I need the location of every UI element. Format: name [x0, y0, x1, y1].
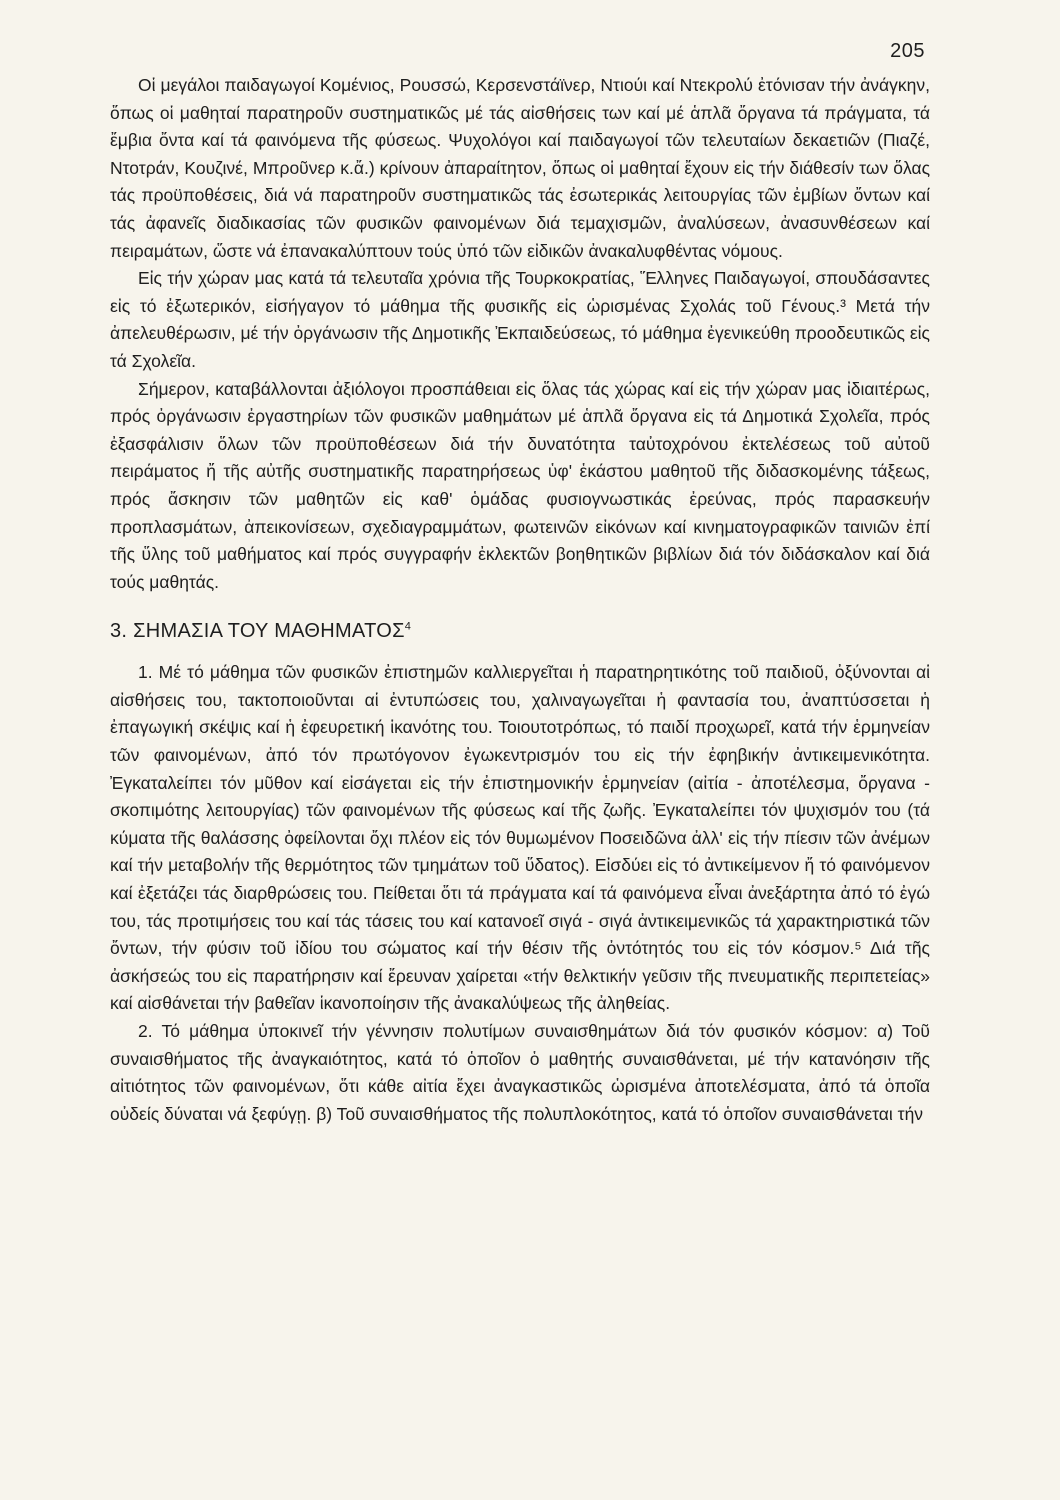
page-number: 205: [890, 40, 925, 62]
heading-footnote-marker: 4: [404, 620, 412, 633]
paragraph-1: Οἱ μεγάλοι παιδαγωγοί Κομένιος, Ρουσσώ, Κερσενστάϊνερ, Ντιούι καί Ντεκρολύ ἐτόνισαν τήν ἀνάγκην, ὅπως οἱ μαθηταί παρατηροῦν συστηματικῶς μέ τάς αἰσθήσεις των καί μέ ἁπλᾶ ὄργανα τά πράγματα, τά ἔμβια ὄντα καί τά φαινόμενα τῆς φύσεως. Ψυχολόγοι καί παιδαγωγοί τῶν τελευταίων δεκαετιῶν (Πιαζέ, Ντοτράν, Κουζινέ, Μπροῦνερ κ.ἄ.) κρίνουν ἀπαραίτητον, ὅπως οἱ μαθηταί ἔχουν εἰς τήν διάθεσίν των ὅλας τάς προϋποθέσεις, διά νά παρατηροῦν συστηματικῶς τάς ἐσωτερικάς λειτουργίας τῶν ἐμβίων ὄντων καί τάς ἀφανεῖς διαδικασίας τῶν φυσικῶν φαινομένων διά τεμαχισμῶν, ἀναλύσεων, ἀνασυνθέσεων καί πειραμάτων, ὥστε νά ἐπανακαλύπτουν τούς ὑπό τῶν εἰδικῶν ἀνακαλυφθέντας νόμους.: [110, 75, 930, 261]
paragraph-3: Σήμερον, καταβάλλονται ἀξιόλογοι προσπάθειαι εἰς ὅλας τάς χώρας καί εἰς τήν χώραν μας ἰδιαιτέρως, πρός ὀργάνωσιν ἐργαστηρίων τῶν φυσικῶν μαθημάτων μέ ἁπλᾶ ὄργανα εἰς τά Δημοτικά Σχολεῖα, πρός ἐξασφάλισιν ὅλων τῶν προϋποθέσεων διά τήν δυνατότητα ταὐτοχρόνου ἐκτελέσεως τοῦ αὐτοῦ πειράματος ἤ τῆς αὐτῆς συστηματικῆς παρατηρήσεως ὑφ' ἑκάστου μαθητοῦ τῆς διδασκομένης τάξεως, πρός ἄσκησιν τῶν μαθητῶν εἰς καθ' ὁμάδας φυσιογνωστικάς ἐρεύνας, πρός παρασκευήν προπλασμάτων, ἀπεικονίσεων, σχεδιαγραμμάτων, φωτεινῶν εἰκόνων καί κινηματογραφικῶν ταινιῶν ἐπί τῆς ὕλης τοῦ μαθήματος καί πρός συγγραφήν ἐκλεκτῶν βοηθητικῶν βιβλίων διά τόν διδάσκαλον καί διά τούς μαθητάς.: [110, 378, 930, 592]
body-text: [110, 72, 930, 1128]
section-heading-text: 3. ΣΗΜΑΣΙΑ ΤΟΥ ΜΑΘΗΜΑΤΟΣ: [110, 620, 405, 643]
section-paragraph-1: 1. Μέ τό μάθημα τῶν φυσικῶν ἐπιστημῶν καλλιεργεῖται ἡ παρατηρητικότης τοῦ παιδιοῦ, ὀξύνονται αἱ αἰσθήσεις του, τακτοποιοῦνται αἱ ἐντυπώσεις του, χαλιναγωγεῖται ἡ φαντασία του, ἀναπτύσσεται ἡ ἐπαγωγική σκέψις καί ἡ ἐφευρετική ἱκανότης του. Τοιουτοτρόπως, τό παιδί προχωρεῖ, κατά τήν ἑρμηνείαν τῶν φαινομένων, ἀπό τόν πρωτόγονον ἐγωκεντρισμόν του εἰς τήν ἐφηβικήν ἀντικειμενικότητα. Ἐγκαταλείπει τόν μῦθον καί εἰσάγεται εἰς τήν ἐπιστημονικήν ἑρμηνείαν (αἰτία - ἀποτέλεσμα, ὄργανα - σκοπιμότης λειτουργίας) τῶν φαινομένων τῆς φύσεως καί τῆς ζωῆς. Ἐγκαταλείπει τόν ψυχισμόν του (τά κύματα τῆς θαλάσσης ὀφείλονται ὄχι πλέον εἰς τόν θυμωμένον Ποσειδῶνα ἀλλ' εἰς τήν πίεσιν τῶν ἀνέμων καί τήν μεταβολήν τῆς θερμότητος τῶν τμημάτων τοῦ ὕδατος). Εἰσδύει εἰς τό ἀντικείμενον ἤ τό φαινόμενον καί ἐξετάζει τάς διαρθρώσεις του. Πείθεται ὅτι τά πράγματα καί τά φαινόμενα εἶναι ἀνεξάρτητα ἀπό τό ἐγώ του, τάς προτιμήσεις του καί τάς τάσεις του καί κατανοεῖ σιγά - σιγά ἀντικειμενικῶς τά χαρακτηριστικά τῶν ὄντων, τήν φύσιν τοῦ ἰδίου του σώματος καί τήν θέσιν τῆς ὀντότητός του εἰς τόν κόσμον.⁵ Διά τῆς ἀσκήσεώς του εἰς παρατήρησιν καί ἔρευναν χαίρεται «τήν θελκτικήν γεῦσιν τῆς πνευματικῆς περιπετείας» καί αἰσθάνεται τήν βαθεῖαν ἱκανοποίησιν τῆς ἀνακαλύψεως τῆς ἀληθείας.: [110, 662, 930, 1014]
section-heading: [110, 620, 930, 643]
section-paragraph-2: 2. Τό μάθημα ὑποκινεῖ τήν γέννησιν πολυτίμων συναισθημάτων διά τόν φυσικόν κόσμον: α) Τοῦ συναισθήματος τῆς ἀναγκαιότητος, κατά τό ὁποῖον ὁ μαθητής συναισθάνεται, μέ τήν κατανόησιν τῆς αἰτιότητος τῶν φαινομένων, ὅτι κάθε αἰτία ἔχει ἀναγκαστικῶς ὡρισμένα ἀποτελέσματα, ἀπό τά ὁποῖα οὐδείς δύναται νά ξεφύγῃ. β) Τοῦ συναισθήματος τῆς πολυπλοκότητος, κατά τό ὁποῖον συναισθάνεται τήν: [110, 1021, 930, 1124]
paragraph-2: Εἰς τήν χώραν μας κατά τά τελευταῖα χρόνια τῆς Τουρκοκρατίας, Ἕλληνες Παιδαγωγοί, σπουδάσαντες εἰς τό ἐξωτερικόν, εἰσήγαγον τό μάθημα τῆς φυσικῆς εἰς ὡρισμένας Σχολάς τοῦ Γένους.³ Μετά τήν ἀπελευθέρωσιν, μέ τήν ὀργάνωσιν τῆς Δημοτικῆς Ἐκπαιδεύσεως, τό μάθημα ἐγενικεύθη προοδευτικῶς εἰς τά Σχολεῖα.: [110, 268, 930, 371]
